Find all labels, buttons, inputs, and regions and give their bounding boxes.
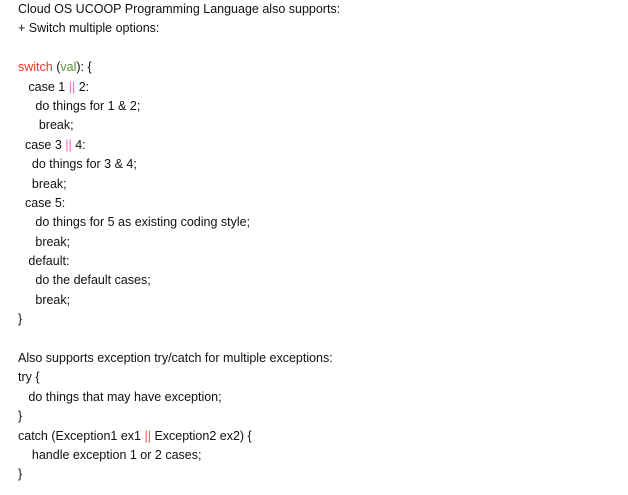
text-line <box>18 58 618 77</box>
code-text: default: <box>18 254 70 269</box>
code-text: Exception2 ex2) { <box>150 428 252 443</box>
text-line <box>18 213 618 232</box>
text-line <box>18 349 618 368</box>
code-text: break; <box>18 234 71 249</box>
text-line <box>18 39 618 58</box>
code-text: break; <box>18 292 71 307</box>
text-line <box>18 427 618 446</box>
code-text: do things for 3 & 4; <box>18 157 137 172</box>
text-line <box>18 19 618 38</box>
text-line <box>18 78 618 97</box>
code-token-identifier-green: val <box>60 60 77 75</box>
text-line <box>18 194 618 213</box>
text-line <box>18 330 618 349</box>
text-line <box>18 155 618 174</box>
code-text: catch (Exception1 ex1 <box>18 428 145 443</box>
code-text: } <box>18 467 23 482</box>
text-line <box>18 175 618 194</box>
text-line <box>18 388 618 407</box>
text-line <box>18 446 618 465</box>
code-text: case 3 <box>18 137 66 152</box>
code-text: do things that may have exception; <box>18 389 222 404</box>
text-line <box>18 136 618 155</box>
code-text: handle exception 1 or 2 cases; <box>18 447 202 462</box>
text-line <box>18 271 618 290</box>
code-text: do things for 5 as existing coding style; <box>18 215 251 230</box>
code-text: case 5: <box>18 195 66 210</box>
text-line <box>18 116 618 135</box>
code-text: } <box>18 312 23 327</box>
code-text: ): { <box>76 60 92 75</box>
code-token-pipe-red: || <box>144 428 151 443</box>
code-token-pipe-pink: || <box>68 79 76 94</box>
code-text: } <box>18 409 23 424</box>
text-line <box>18 0 618 19</box>
code-token-keyword-red: switch <box>18 60 53 75</box>
code-text: 2: <box>75 79 90 94</box>
text-line <box>18 97 618 116</box>
code-token-pipe-pink: || <box>65 137 72 152</box>
code-text: Cloud OS UCOOP Programming Language also supports: <box>18 2 341 16</box>
code-text: 4: <box>71 137 86 152</box>
code-text: do things for 1 & 2; <box>18 98 141 113</box>
text-line <box>18 465 618 484</box>
code-text: + Switch multiple options: <box>18 21 160 36</box>
code-text: ( <box>52 60 61 75</box>
text-line <box>18 310 618 329</box>
code-text: try { <box>18 370 40 385</box>
code-text: Also supports exception try/catch for multiple exceptions: <box>18 351 333 366</box>
text-line <box>18 252 618 271</box>
text-line <box>18 291 618 310</box>
text-line <box>18 407 618 426</box>
code-text: do the default cases; <box>18 273 151 288</box>
text-line <box>18 233 618 252</box>
code-text: case 1 <box>18 79 69 94</box>
code-text: break; <box>18 176 67 191</box>
code-text: break; <box>18 118 74 133</box>
text-line <box>18 368 618 387</box>
